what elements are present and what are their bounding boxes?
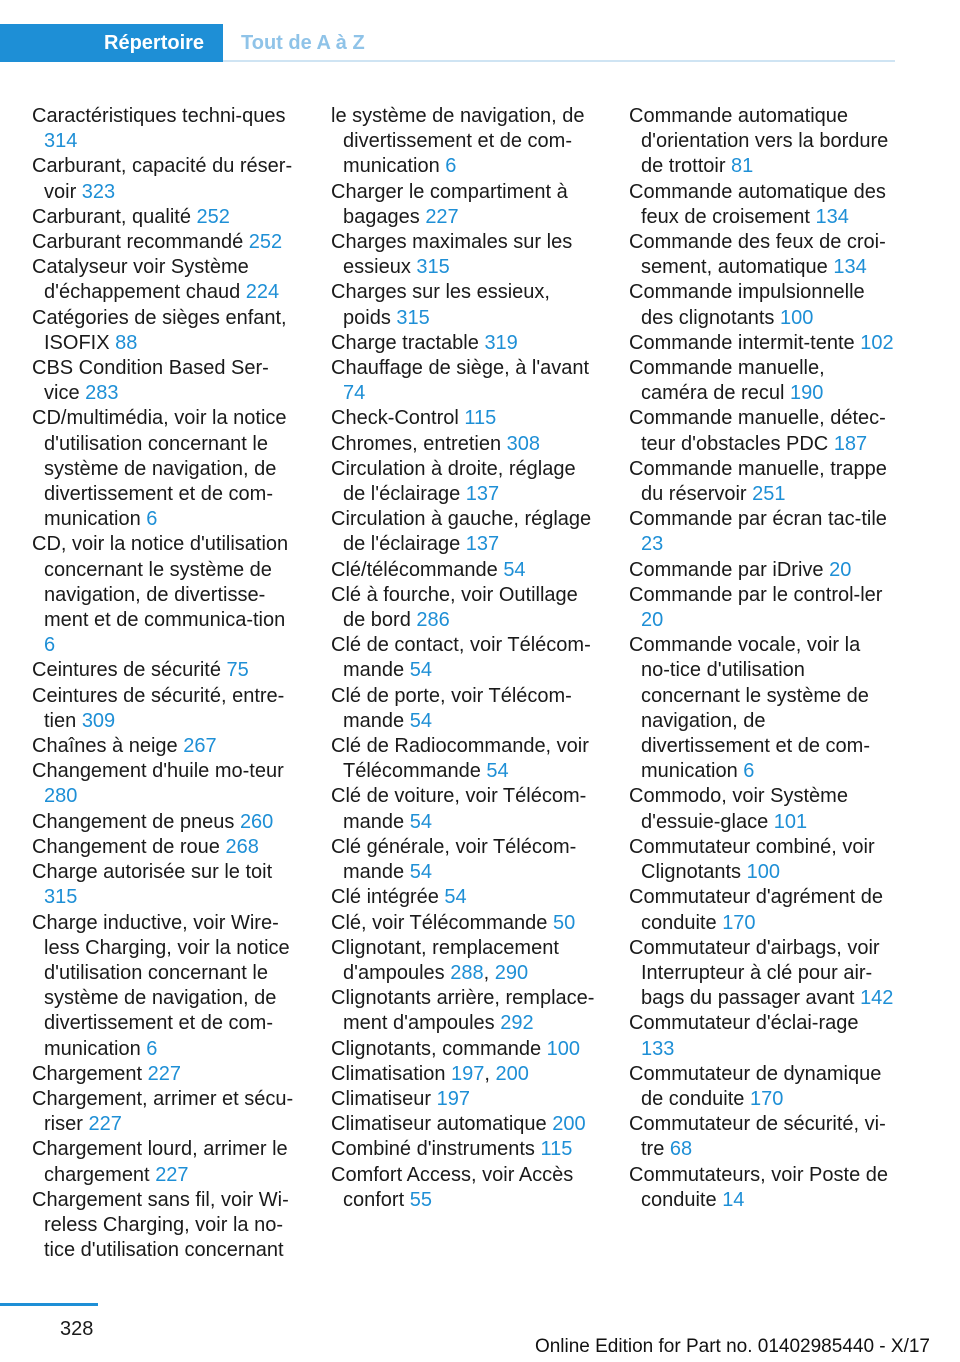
index-entry — [629, 356, 894, 406]
page-link[interactable]: 190 — [789, 382, 824, 405]
header-tabs — [0, 24, 895, 62]
page-link[interactable]: 200 — [552, 1113, 586, 1136]
index-entry — [32, 810, 297, 835]
page-link[interactable]: 260 — [239, 810, 274, 833]
page-link[interactable]: 280 — [44, 785, 78, 808]
index-entry — [331, 558, 596, 583]
index-entry-text: Chaînes à neige — [32, 735, 178, 758]
index-entry — [331, 331, 596, 356]
index-entry — [331, 885, 596, 910]
index-entry — [32, 255, 297, 305]
index-entry-text: Circulation à gauche, réglage de l'éclairage — [331, 508, 592, 556]
index-entry — [331, 507, 596, 557]
index-entry — [331, 1112, 596, 1137]
page-link[interactable]: 101 — [773, 810, 808, 833]
page-link[interactable]: 227 — [88, 1113, 122, 1136]
page-link[interactable]: 200 — [495, 1062, 529, 1085]
index-entry: Clignotant, remplacement d'ampoules 288, 290 — [331, 936, 559, 984]
page-link[interactable]: 197 — [436, 1087, 470, 1110]
index-entry-text: Charge autorisée sur le toit — [32, 861, 273, 884]
page-link[interactable]: 134 — [815, 205, 849, 228]
index-entry-text: Commande manuelle, détec‐teur d'obstacles PDC — [629, 407, 886, 455]
index-entry — [32, 835, 297, 860]
index-entry — [629, 784, 894, 834]
index-entry — [331, 583, 596, 633]
page-link[interactable]: 252 — [248, 231, 283, 254]
index-entry-text: le système de navigation, de divertissement et de com‐munication — [331, 105, 585, 178]
index-entry — [331, 1163, 596, 1213]
index-entry-text: Caractéristiques techni‐ques — [32, 105, 286, 127]
page-link[interactable]: 6 — [146, 508, 158, 531]
index-entry-text: Clignotant, remplacement d'ampoules — [331, 936, 559, 984]
index-entry-text: Commutateur d'éclai‐rage — [629, 1012, 859, 1035]
index-entry — [32, 230, 297, 255]
tab-repertoire[interactable]: Répertoire — [0, 24, 223, 62]
index-entry-text: Chargement — [32, 1062, 143, 1085]
page-link[interactable]: 100 — [779, 306, 814, 329]
index-entry — [629, 1163, 894, 1213]
page-link[interactable]: 323 — [81, 180, 116, 203]
index-entry-text: Carburant recommandé — [32, 231, 244, 254]
page-link[interactable]: 6 — [445, 155, 457, 178]
index-entry-text: Ceintures de sécurité — [32, 659, 221, 682]
page-link[interactable]: 252 — [196, 205, 230, 228]
index-entry — [331, 911, 596, 936]
page-link[interactable]: 115 — [540, 1138, 573, 1161]
index-entry — [331, 280, 596, 330]
page-link[interactable]: 68 — [669, 1138, 693, 1161]
index-entry-text: Commande vocale, voir la no‐tice d'utilisation concernant le système de navigation, de divertissement et de com‐munication — [629, 634, 870, 783]
index-entry-text: Changement d'huile mo‐teur — [32, 760, 284, 783]
index-entry-text: Changement de roue — [32, 835, 220, 858]
page-link[interactable]: 20 — [829, 558, 852, 581]
index-entry — [629, 558, 894, 583]
index-entry — [629, 331, 894, 356]
index-entry-text: Charges sur les essieux, poids — [331, 281, 550, 329]
page-link[interactable]: 224 — [245, 281, 280, 304]
index-entry-text: Circulation à droite, réglage de l'éclairage — [331, 457, 576, 506]
page-link[interactable]: 267 — [183, 735, 217, 758]
index-entry — [32, 104, 297, 154]
page-link[interactable]: 102 — [860, 331, 894, 354]
page-link[interactable]: 54 — [409, 861, 432, 884]
page-link[interactable]: 292 — [500, 1012, 534, 1035]
index-entry — [32, 734, 297, 759]
page-link[interactable]: 50 — [552, 911, 576, 934]
page-link[interactable]: 54 — [409, 709, 432, 732]
page-link[interactable]: 315 — [416, 256, 450, 279]
index-entry-text: Chargement sans fil, voir Wi‐reless Charging, voir la no‐tice d'utilisation concernant — [32, 1188, 289, 1262]
index-entry-text: Chauffage de siège, à l'avant — [331, 357, 590, 380]
index-entry-text: Carburant, capacité du réser‐voir — [32, 155, 293, 203]
index-entry-text: Climatiseur — [331, 1087, 432, 1110]
page-number-bar — [0, 1303, 98, 1306]
index-entry — [32, 911, 297, 1062]
index-entry-text: Charge tractable — [331, 331, 479, 354]
index-entry-text: Commande par le control‐ler — [629, 583, 883, 606]
page-link[interactable]: 288 — [450, 961, 484, 984]
page-link[interactable]: 315 — [396, 306, 430, 329]
index-entry — [331, 986, 596, 1036]
index-entry-text: Ceintures de sécurité, entre‐tien — [32, 684, 285, 732]
page-link[interactable]: 54 — [409, 659, 432, 682]
page-link[interactable]: 14 — [722, 1188, 745, 1211]
index-entry-text: Clé à fourche, voir Outillage de bord — [331, 583, 578, 632]
index-entry — [629, 230, 894, 280]
page-link[interactable]: 315 — [44, 886, 78, 909]
index-entry-text: Catégories de sièges enfant, ISOFIX — [32, 306, 287, 354]
page-link[interactable]: 6 — [44, 634, 56, 657]
page-link[interactable]: 268 — [225, 835, 259, 858]
index-entry — [32, 1062, 297, 1087]
page-link[interactable]: 6 — [743, 760, 755, 783]
index-entry — [331, 684, 596, 734]
page-link[interactable]: 20 — [641, 609, 664, 632]
index-entry — [629, 583, 894, 633]
index-entry — [32, 356, 297, 406]
index-entry-text: Clé de contact, voir Télécom‐mande — [331, 634, 591, 682]
index-entry-text: Commande impulsionnelle des clignotants — [629, 281, 865, 329]
page-link[interactable]: 55 — [409, 1188, 432, 1211]
index-entry — [629, 835, 894, 885]
index-entry-text: Commande intermit‐tente — [629, 331, 855, 354]
index-entry — [32, 205, 297, 230]
index-entry — [629, 1011, 894, 1061]
index-entry-text: Check-Control — [331, 407, 459, 430]
index-entry — [331, 457, 596, 507]
page-number: 328 — [60, 1318, 94, 1340]
page-link[interactable]: 170 — [722, 911, 756, 934]
index-entry — [32, 1137, 297, 1187]
index-entry-text: Charges maximales sur les essieux — [331, 231, 573, 279]
tab-tout-de-a-a-z[interactable]: Tout de A à Z — [241, 32, 365, 54]
page-link[interactable]: 23 — [641, 533, 664, 556]
page-link[interactable]: 309 — [81, 709, 116, 732]
index-entry-text: Clé de porte, voir Télécom‐mande — [331, 684, 572, 732]
index-entry-text: Chargement lourd, arrimer le chargement — [32, 1138, 288, 1186]
index-entry — [331, 406, 596, 431]
index-entry-text: Commutateur combiné, voir Clignotants — [629, 835, 875, 884]
index-entry-text: Climatiseur automatique — [331, 1113, 547, 1136]
page-link[interactable]: 170 — [749, 1087, 784, 1110]
index-entry-text: Clé générale, voir Télécom‐mande — [331, 835, 577, 884]
page-link[interactable]: 133 — [641, 1037, 675, 1060]
page-link[interactable]: 227 — [425, 205, 459, 228]
index-entry-text: Commande par iDrive — [629, 558, 824, 581]
page-link[interactable]: 290 — [494, 961, 529, 984]
page-link[interactable]: 100 — [746, 861, 780, 884]
index-entry-text: CD/multimédia, voir la notice d'utilisation concernant le système de navigation, de divertissement et de com‐munication — [32, 407, 287, 531]
index-entry — [331, 835, 596, 885]
index-entry — [331, 432, 596, 457]
index-entry-text: Clignotants, commande — [331, 1037, 542, 1060]
index-entry-text: Clignotants arrière, remplace‐ment d'ampoules — [331, 987, 595, 1035]
index-entry — [32, 658, 297, 683]
page-link[interactable]: 81 — [731, 155, 754, 178]
index-entry — [331, 784, 596, 834]
index-entry-text: Commande par écran tac‐tile — [629, 508, 887, 531]
index-entry — [32, 860, 297, 910]
index-entry — [629, 1062, 894, 1112]
index-entry-text: Chargement, arrimer et sécu‐riser — [32, 1087, 294, 1136]
index-entry-text: Commutateur de sécurité, vi‐tre — [629, 1113, 886, 1161]
index-entry — [629, 936, 894, 1012]
index-entry-text: CD, voir la notice d'utilisation concernant le système de navigation, de divertisse‐ment et de communica‐tion — [32, 533, 289, 632]
index-entry-text: Commande manuelle, caméra de recul — [629, 357, 825, 405]
page-link[interactable]: 137 — [465, 533, 500, 556]
index-entry — [32, 1188, 297, 1264]
page-link[interactable]: 88 — [115, 331, 138, 354]
index-entry — [629, 885, 894, 935]
index-entry — [32, 1087, 297, 1137]
index-entry — [331, 180, 596, 230]
index-entry — [629, 180, 894, 230]
page-link[interactable]: 54 — [503, 558, 526, 581]
index-entry — [331, 104, 596, 180]
index-entry — [32, 684, 297, 734]
index-entry-text: Combiné d'instruments — [331, 1138, 535, 1161]
page-link[interactable]: 137 — [465, 483, 500, 506]
index-entry — [629, 633, 894, 784]
page-link[interactable]: 227 — [147, 1062, 181, 1085]
index-column-1 — [32, 104, 297, 1263]
page-link[interactable]: 283 — [85, 382, 119, 405]
edition-footer: Online Edition for Part no. 01402985440 - X/17 — [534, 1336, 930, 1357]
index-entry — [331, 734, 596, 784]
index-entry-text: Comfort Access, voir Accès confort — [331, 1163, 574, 1211]
index-entry-text: Carburant, qualité — [32, 205, 191, 228]
index-entry — [331, 356, 596, 406]
page-link[interactable]: 74 — [343, 382, 366, 405]
index-entry — [331, 1087, 596, 1112]
page-link[interactable]: 75 — [226, 659, 249, 682]
index-entry — [629, 104, 894, 180]
page-link[interactable]: 142 — [860, 987, 894, 1010]
index-entry-text: Commande manuelle, trappe du réservoir — [629, 457, 887, 506]
page-link[interactable]: 54 — [444, 886, 467, 909]
index-entry — [629, 457, 894, 507]
page-link[interactable]: 6 — [146, 1037, 158, 1060]
page-link[interactable]: 251 — [752, 483, 786, 506]
index-entry-text: CBS Condition Based Ser‐vice — [32, 357, 269, 405]
index-entry-text: Clé de voiture, voir Télécom‐mande — [331, 785, 587, 833]
index-entry — [331, 230, 596, 280]
page-link[interactable]: 197 — [451, 1062, 485, 1085]
index-entry-text: Commande automatique des feux de croisement — [629, 180, 886, 228]
index-entry — [32, 532, 297, 658]
index-entry-text: Catalyseur voir Système d'échappement chaud — [32, 256, 249, 304]
index-entry-text: Commande des feux de croi‐sement, automatique — [629, 231, 886, 279]
index-entry — [32, 406, 297, 532]
index-entry-text: Changement de pneus — [32, 810, 235, 833]
index-column-2 — [331, 104, 596, 1213]
index-entry — [629, 406, 894, 456]
index-entry — [629, 1112, 894, 1162]
index-entry-text: Commodo, voir Système d'essuie-glace — [629, 785, 848, 833]
index-entry-text: Charger le compartiment à bagages — [331, 180, 568, 228]
index-entry-text: Climatisation — [331, 1062, 446, 1085]
index-entry — [32, 154, 297, 204]
index-entry-text: Clé/télécommande — [331, 558, 498, 581]
index-entry — [32, 759, 297, 809]
index-column-3 — [629, 104, 894, 1213]
index-entry: Climatisation 197, 200 — [331, 1062, 529, 1085]
page-link[interactable]: 54 — [486, 760, 509, 783]
page-link[interactable]: 115 — [464, 407, 497, 430]
index-entry — [32, 306, 297, 356]
page-link[interactable]: 54 — [409, 810, 432, 833]
index-entry-text: Commande automatique d'orientation vers la bordure de trottoir — [629, 105, 889, 178]
page-link[interactable]: 286 — [416, 609, 450, 632]
index-entry-text: Clé intégrée — [331, 886, 439, 909]
page-link[interactable]: 134 — [833, 256, 867, 279]
index-entry — [629, 280, 894, 330]
index-entry — [331, 633, 596, 683]
page-link[interactable]: 308 — [506, 432, 541, 455]
index-entry-text: Charge inductive, voir Wire‐less Charging, voir la notice d'utilisation concernant le système de navigation, de divertissement et de com‐munication — [32, 911, 290, 1060]
page-link[interactable]: 319 — [484, 331, 518, 354]
index-entry-text: Clé de Radiocommande, voir Télécommande — [331, 735, 589, 783]
index-entry-text: Chromes, entretien — [331, 432, 502, 455]
page-link[interactable]: 314 — [44, 130, 78, 153]
index-entry — [331, 1137, 596, 1162]
index-entry — [629, 507, 894, 557]
index-entry-text: Commutateur d'airbags, voir Interrupteur à clé pour air‐bags du passager avant — [629, 936, 880, 1010]
page-link[interactable]: 100 — [546, 1037, 581, 1060]
index-entry — [331, 1037, 596, 1062]
index-entry-text: Commutateur d'agrément de conduite — [629, 886, 883, 934]
page-link[interactable]: 227 — [155, 1163, 189, 1186]
index-entry-text: Commutateurs, voir Poste de conduite — [629, 1163, 888, 1211]
index-entry-text: Clé, voir Télécommande — [331, 911, 548, 934]
page-link[interactable]: 187 — [833, 432, 868, 455]
index-entry-text: Commutateur de dynamique de conduite — [629, 1062, 882, 1110]
tab-underline — [223, 60, 895, 62]
